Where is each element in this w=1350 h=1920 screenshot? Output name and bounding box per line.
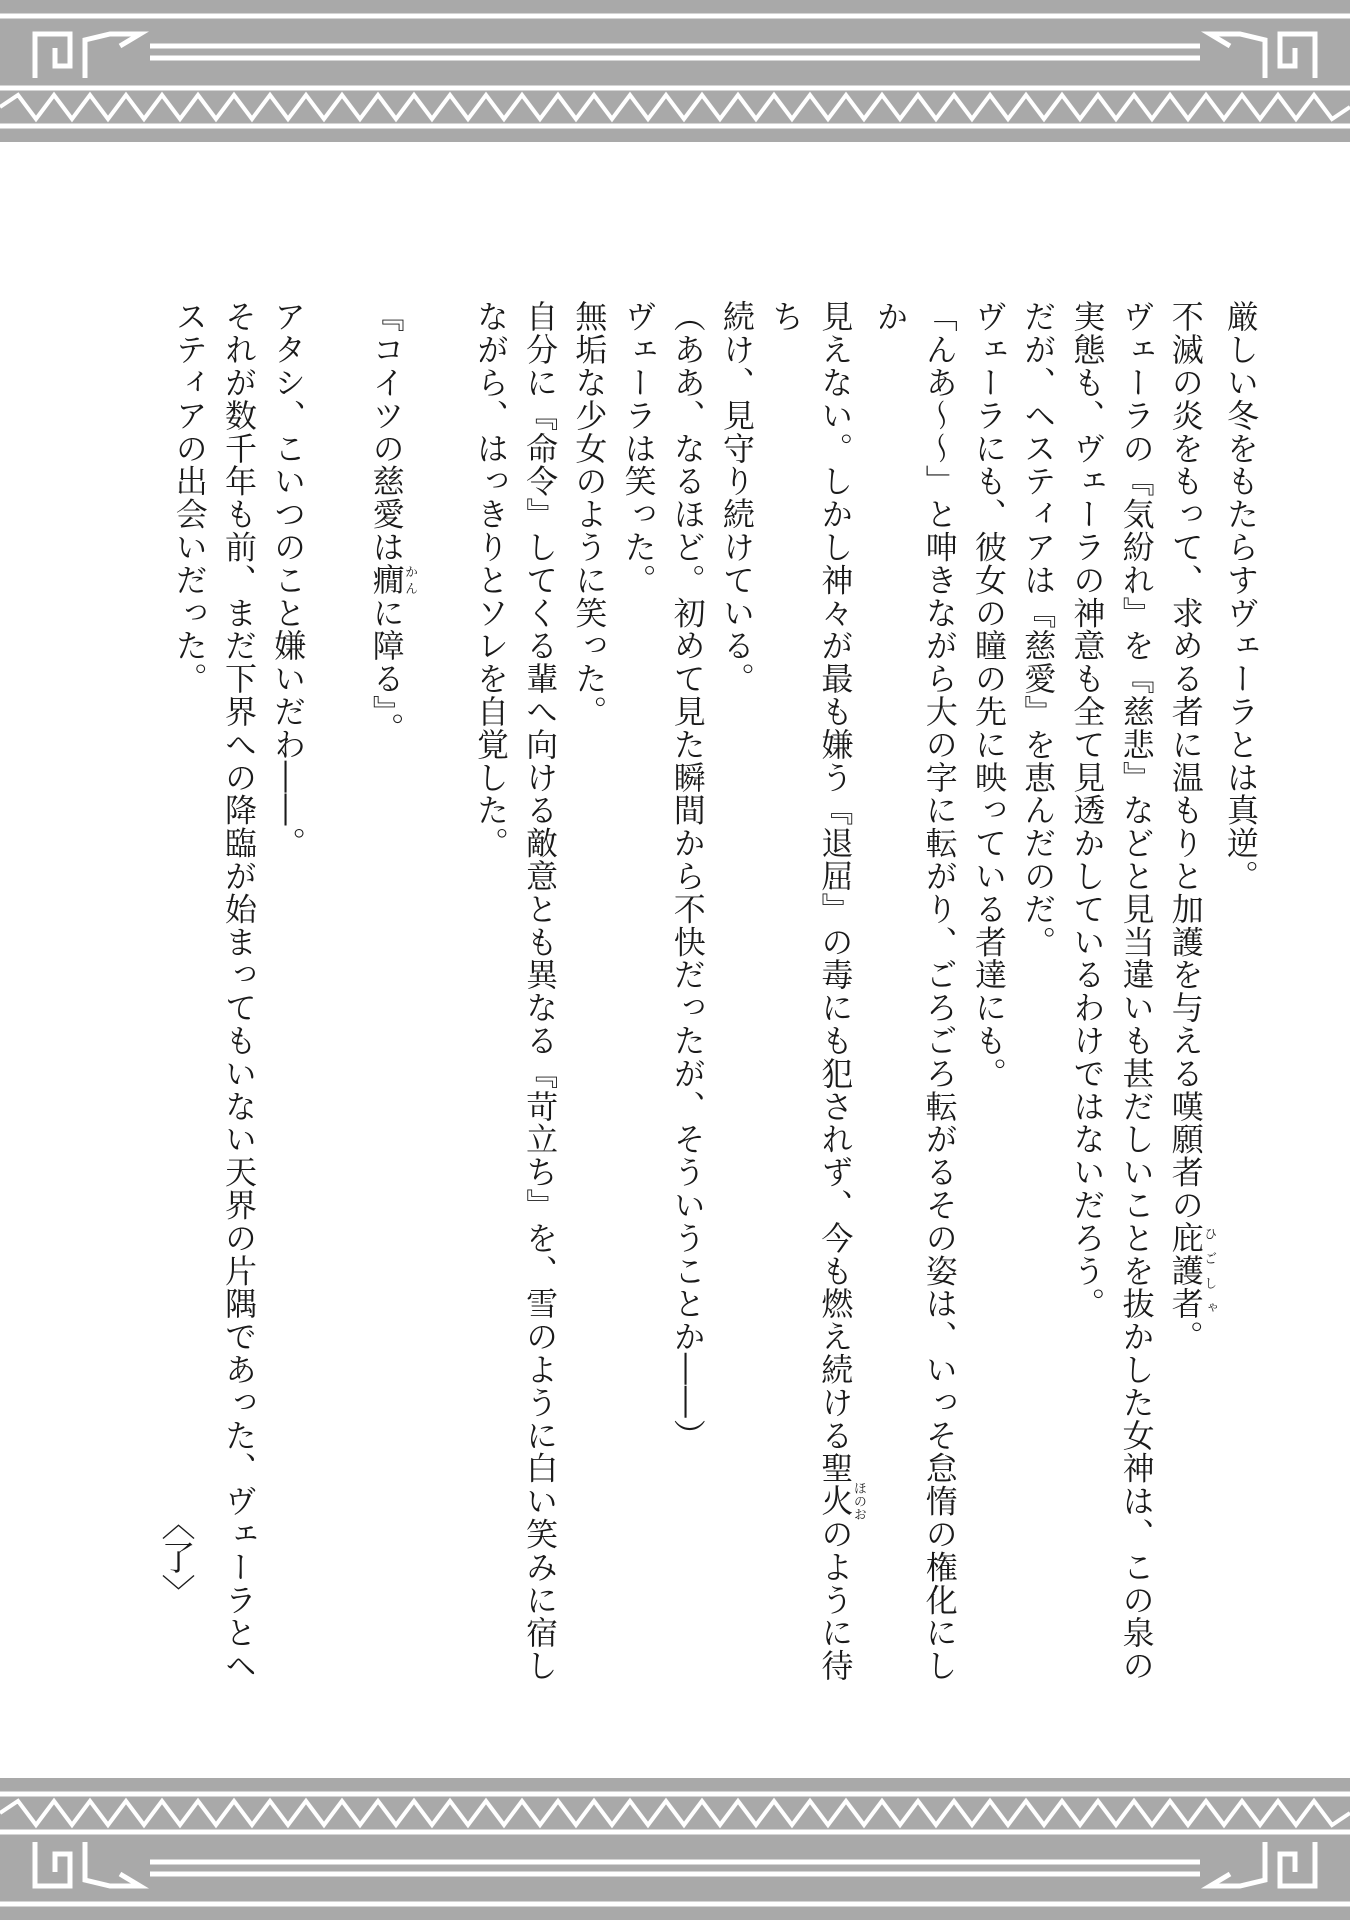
ruby-honoo: 火ほのお [816,1481,866,1521]
text-line: （ああ、なるほど。初めて見た瞬間から不快だったが、そういうことか――） [668,300,707,1452]
text-line: 「んあ〜〜」と呻きながら大の字に転がり、ごろごろ転がるその姿は、いっそ怠惰の権化にしか [871,300,959,1682]
text-line: 実態も、ヴェーラの神意も全て見透かしているわけではないだろう。 [1068,300,1107,1320]
ruby-higosha: 庇護者ひごしゃ [1166,1221,1217,1320]
text-line: それが数千年も前、まだ下界への降臨が始まってもいない天界の片隅であった、ヴェーラとヘ [219,300,258,1682]
text-line: 自分に『命令』してくる輩へ向ける敵意とも異なる『苛立ち』を、雪のように白い笑みに宿し [521,300,560,1682]
bottom-decorative-border [0,1778,1350,1920]
text-line: 無垢な少女のように笑った。 [570,300,609,728]
blank-line [417,300,466,1690]
text-line: 厳しい冬をもたらすヴェーラとは真逆。 [1222,300,1260,893]
blank-line [312,300,361,1690]
text-line: 見えない。しかし神々が最も嫌う『退屈』の毒にも犯されず、今も燃え続ける聖火ほのおのように待ち [767,300,866,1682]
text-line: ヴェーラにも、彼女の瞳の先に映っている者達にも。 [969,300,1008,1090]
text-line: だが、ヘスティアは『慈愛』を恵んだのだ。 [1019,300,1058,958]
text-line: ヴェーラの『気紛れ』を『慈悲』などと見当違いも甚だしいことを抜かした女神は、この泉の [1117,300,1156,1682]
body-text [115,300,1265,1690]
text-line: アタシ、こいつのこと嫌いだわ――。 [269,300,308,860]
text-line: 続け、見守り続けている。 [717,300,756,695]
top-decorative-border [0,0,1350,142]
text-line: 『コイツの慈愛は癇かんに障る』。 [367,300,418,745]
text-line: 不滅の炎をもって、求める者に温もりと加護を与える嘆願者の庇護者ひごしゃ。 [1166,300,1217,1353]
ruby-kan: 癇かん [367,563,418,597]
text-line: ヴェーラは笑った。 [619,300,658,597]
end-mark: 〈了〉 [155,1506,195,1608]
text-line: スティアの出会いだった。 [170,300,209,695]
text-line: ながら、はっきりとソレを自覚した。 [471,300,510,860]
